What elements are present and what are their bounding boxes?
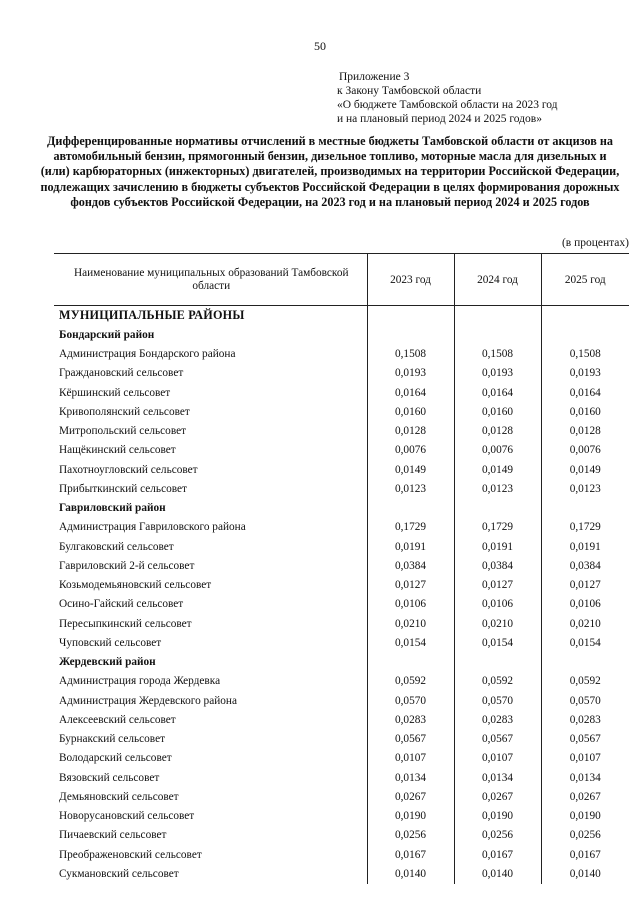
value-2024: 0,0193 xyxy=(454,364,541,383)
value-2024: 0,1508 xyxy=(454,345,541,364)
value-2025: 0,0570 xyxy=(541,691,629,710)
value-2023: 0,0127 xyxy=(367,576,454,595)
value-2025: 0,0190 xyxy=(541,807,629,826)
value-2023: 0,0160 xyxy=(367,402,454,421)
table-row xyxy=(54,422,629,441)
municipality-name: Чуповский сельсовет xyxy=(59,636,162,649)
value-2023: 0,0570 xyxy=(367,691,454,710)
value-2025: 0,0154 xyxy=(541,633,629,652)
value-2023: 0,0107 xyxy=(367,749,454,768)
header-2024: 2024 год xyxy=(454,254,541,306)
municipality-name: Булгаковский сельсовет xyxy=(59,540,174,553)
value-2025: 0,0160 xyxy=(541,402,629,421)
value-2024: 0,0127 xyxy=(454,576,541,595)
table-row xyxy=(54,479,629,498)
district-name: Бондарский район xyxy=(59,328,155,341)
value-2023: 0,0164 xyxy=(367,383,454,402)
municipality-name: Пичаевский сельсовет xyxy=(59,829,167,842)
district-row xyxy=(54,325,629,344)
value-2024: 0,0210 xyxy=(454,614,541,633)
table-row xyxy=(54,826,629,845)
table-row xyxy=(54,383,629,402)
value-2024: 0,0167 xyxy=(454,845,541,864)
value-2023: 0,0592 xyxy=(367,672,454,691)
value-2023: 0,0167 xyxy=(367,845,454,864)
section-title: МУНИЦИПАЛЬНЫЕ РАЙОНЫ xyxy=(59,308,245,323)
value-2023: 0,0128 xyxy=(367,422,454,441)
municipality-name: Администрация города Жердевка xyxy=(59,675,221,688)
header-name: Наименование муниципальных образований Тамбовской области xyxy=(54,254,367,306)
table-row xyxy=(54,730,629,749)
district-name: Гавриловский район xyxy=(59,502,166,515)
table-row xyxy=(54,768,629,787)
value-2024: 0,0567 xyxy=(454,730,541,749)
value-2025: 0,0167 xyxy=(541,845,629,864)
municipality-name: Нащёкинский сельсовет xyxy=(59,444,176,457)
appendix-line: «О бюджете Тамбовской области на 2023 год xyxy=(337,99,558,111)
district-name: Жердевский район xyxy=(59,656,156,669)
table-row xyxy=(54,691,629,710)
page-number: 50 xyxy=(314,39,326,53)
value-2025: 0,0107 xyxy=(541,749,629,768)
municipality-name: Кёршинский сельсовет xyxy=(59,386,171,399)
value-2024: 0,0140 xyxy=(454,864,541,883)
value-2025: 0,0267 xyxy=(541,787,629,806)
municipality-name: Преображеновский сельсовет xyxy=(59,848,202,861)
municipality-name: Администрация Гавриловского района xyxy=(59,521,246,534)
value-2024: 0,0570 xyxy=(454,691,541,710)
municipality-name: Осино-Гайский сельсовет xyxy=(59,598,184,611)
value-2025: 0,0149 xyxy=(541,460,629,479)
table-row xyxy=(54,864,629,883)
appendix-line: и на плановый период 2024 и 2025 годов» xyxy=(337,113,542,125)
appendix-header xyxy=(337,70,558,126)
header-2025: 2025 год xyxy=(541,254,629,306)
value-2023: 0,0134 xyxy=(367,768,454,787)
value-2023: 0,0283 xyxy=(367,710,454,729)
value-2024: 0,0283 xyxy=(454,710,541,729)
value-2024: 0,0123 xyxy=(454,479,541,498)
municipality-name: Козьмодемьяновский сельсовет xyxy=(59,579,212,592)
table-row xyxy=(54,845,629,864)
table-row xyxy=(54,787,629,806)
value-2023: 0,0567 xyxy=(367,730,454,749)
value-2024: 0,0107 xyxy=(454,749,541,768)
value-2023: 0,1508 xyxy=(367,345,454,364)
table-row xyxy=(54,595,629,614)
value-2025: 0,0134 xyxy=(541,768,629,787)
value-2025: 0,0191 xyxy=(541,537,629,556)
value-2023: 0,0106 xyxy=(367,595,454,614)
value-2023: 0,0256 xyxy=(367,826,454,845)
value-2023: 0,0210 xyxy=(367,614,454,633)
table-row xyxy=(54,460,629,479)
municipality-name: Алексеевский сельсовет xyxy=(59,713,176,726)
value-2024: 0,0267 xyxy=(454,787,541,806)
allocation-table xyxy=(54,253,629,884)
value-2023: 0,0123 xyxy=(367,479,454,498)
value-2023: 0,0190 xyxy=(367,807,454,826)
municipality-name: Демьяновский сельсовет xyxy=(59,790,179,803)
municipality-name: Бурнакский сельсовет xyxy=(59,733,166,746)
table-row xyxy=(54,807,629,826)
municipality-name: Пахотноугловский сельсовет xyxy=(59,463,198,476)
table-row xyxy=(54,518,629,537)
value-2025: 0,0076 xyxy=(541,441,629,460)
value-2025: 0,0193 xyxy=(541,364,629,383)
table-row xyxy=(54,710,629,729)
value-2023: 0,0193 xyxy=(367,364,454,383)
table-row xyxy=(54,556,629,575)
value-2024: 0,0592 xyxy=(454,672,541,691)
value-2025: 0,0592 xyxy=(541,672,629,691)
value-2024: 0,0160 xyxy=(454,402,541,421)
municipality-name: Администрация Бондарского района xyxy=(59,348,236,361)
appendix-line: Приложение 3 xyxy=(339,71,410,83)
value-2024: 0,0134 xyxy=(454,768,541,787)
value-2025: 0,0567 xyxy=(541,730,629,749)
table-row xyxy=(54,402,629,421)
table-row xyxy=(54,614,629,633)
municipality-name: Новорусановский сельсовет xyxy=(59,810,195,823)
municipality-name: Пересыпкинский сельсовет xyxy=(59,617,192,630)
district-row xyxy=(54,499,629,518)
municipality-name: Граждановский сельсовет xyxy=(59,367,184,380)
value-2025: 0,0256 xyxy=(541,826,629,845)
value-2025: 0,0210 xyxy=(541,614,629,633)
table-row xyxy=(54,576,629,595)
value-2024: 0,0384 xyxy=(454,556,541,575)
table-row xyxy=(54,441,629,460)
units-label: (в процентах) xyxy=(561,237,629,249)
value-2024: 0,0164 xyxy=(454,383,541,402)
municipality-name: Прибыткинский сельсовет xyxy=(59,482,187,495)
municipality-name: Кривополянский сельсовет xyxy=(59,405,190,418)
value-2023: 0,0154 xyxy=(367,633,454,652)
value-2024: 0,0128 xyxy=(454,422,541,441)
municipality-name: Администрация Жердевского района xyxy=(59,694,237,707)
value-2025: 0,0140 xyxy=(541,864,629,883)
district-row xyxy=(54,653,629,672)
value-2023: 0,0149 xyxy=(367,460,454,479)
table-row xyxy=(54,345,629,364)
municipality-name: Митропольский сельсовет xyxy=(59,425,187,438)
value-2024: 0,0149 xyxy=(454,460,541,479)
value-2023: 0,0140 xyxy=(367,864,454,883)
table-row xyxy=(54,672,629,691)
table-row xyxy=(54,633,629,652)
section-row xyxy=(54,306,629,326)
municipality-name: Гавриловский 2-й сельсовет xyxy=(59,559,195,572)
value-2025: 0,0123 xyxy=(541,479,629,498)
value-2023: 0,1729 xyxy=(367,518,454,537)
value-2025: 0,0164 xyxy=(541,383,629,402)
value-2025: 0,1729 xyxy=(541,518,629,537)
table-body xyxy=(54,306,629,884)
value-2023: 0,0076 xyxy=(367,441,454,460)
municipality-name: Сукмановский сельсовет xyxy=(59,867,179,880)
value-2023: 0,0384 xyxy=(367,556,454,575)
value-2024: 0,0190 xyxy=(454,807,541,826)
document-title: Дифференцированные нормативы отчислений в местные бюджеты Тамбовской области от акцизов на автомобильный бензин, прямогонный бензин, дизельное топливо, моторные масла для дизельных и (или) карбюраторных (инжекторных) двигателей, производимых на территории Российской Федерации, подлежащих зачислению в бюджеты субъектов Российской Федерации в целях формирования дорожных фондов субъектов Российской Федерации, на 2023 год и на плановый период 2024 и 2025 годов xyxy=(40,134,620,209)
value-2025: 0,0127 xyxy=(541,576,629,595)
value-2024: 0,0076 xyxy=(454,441,541,460)
value-2024: 0,0191 xyxy=(454,537,541,556)
value-2023: 0,0267 xyxy=(367,787,454,806)
table-row xyxy=(54,537,629,556)
value-2025: 0,0384 xyxy=(541,556,629,575)
value-2023: 0,0191 xyxy=(367,537,454,556)
table-header-row xyxy=(54,254,629,306)
header-2023: 2023 год xyxy=(367,254,454,306)
value-2025: 0,1508 xyxy=(541,345,629,364)
value-2025: 0,0106 xyxy=(541,595,629,614)
value-2025: 0,0128 xyxy=(541,422,629,441)
table-row xyxy=(54,749,629,768)
table-row xyxy=(54,364,629,383)
value-2024: 0,0256 xyxy=(454,826,541,845)
value-2025: 0,0283 xyxy=(541,710,629,729)
municipality-name: Вязовский сельсовет xyxy=(59,771,160,784)
value-2024: 0,0106 xyxy=(454,595,541,614)
appendix-line: к Закону Тамбовской области xyxy=(337,85,482,97)
value-2024: 0,1729 xyxy=(454,518,541,537)
value-2024: 0,0154 xyxy=(454,633,541,652)
municipality-name: Володарский сельсовет xyxy=(59,752,172,765)
